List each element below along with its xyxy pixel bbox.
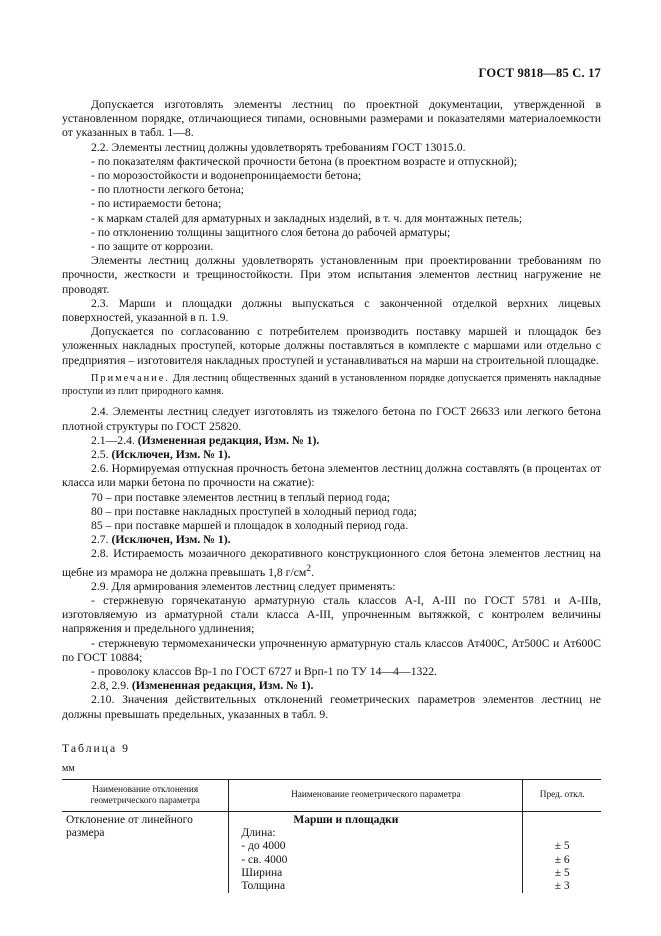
requirements-list [62, 155, 601, 254]
superscript: 2 [306, 562, 312, 574]
column-header: Наименование отклонения геометрического параметра [62, 780, 229, 812]
list-item: 85 – при поставке маршей и площадок в холодный период года. [91, 519, 409, 533]
limit-list [527, 827, 597, 893]
note [62, 373, 601, 399]
parameter-name: - до 4000 [241, 840, 286, 853]
column-header: Пред. откл. [523, 780, 601, 812]
deviation-name-cell: Отклонение от линейного размера [66, 814, 193, 840]
table-unit: мм [62, 763, 75, 775]
paragraph: - проволоку классов Вр-1 по ГОСТ 6727 и Врп-1 по ТУ 14—4—1322. [91, 665, 438, 678]
amendment-text: (Измененная редакция, Изм. № 1). [137, 433, 320, 447]
paragraph: Допускается изготовлять элементы лестниц по проектной документации, утвержденной в установленном порядке, отличающиеся типами, основными размерами и показателями материалоемкости от указанных в табл. 1—8. [62, 98, 601, 140]
parameter-name: - св. 4000 [241, 853, 288, 866]
paragraph: 2.9. Для армирования элементов лестниц следует применять: [91, 579, 396, 593]
table-label: Таблица 9 [62, 741, 130, 755]
paragraph: - стержневую горячекатаную арматурную сталь классов А-I, А-III по ГОСТ 5781 и А-IIIв, изготовляемую из арматурной стали класса А-III, упрочненным вытяжкой, с контролем величины напряжения и предельного удлинения; [62, 593, 601, 636]
list-item: - по плотности легкого бетона; [91, 183, 245, 197]
column-header: Наименование геометрического параметра [229, 780, 523, 812]
parameter-name: Длина: [241, 827, 276, 840]
clause-number: 2.1—2.4. [91, 433, 135, 447]
amendment-note [62, 679, 601, 693]
limit-value [527, 827, 597, 840]
paragraph: 2.2. Элементы лестниц должны удовлетворять требованиям ГОСТ 13015.0. [91, 140, 466, 154]
list-item: - по защите от коррозии. [91, 240, 214, 254]
limit-value: ± 6 [554, 853, 570, 866]
list-item: 80 – при поставке накладных проступей в холодный период года; [91, 504, 417, 518]
amendment-text: (Исключен, Изм. № 1). [111, 533, 231, 547]
parameter-cell [229, 812, 523, 894]
table-header-row [62, 780, 601, 812]
list-item: - по отклонению толщины защитного слоя бетона до рабочей арматуры; [91, 225, 451, 239]
list-item: - к маркам сталей для арматурных и закладных изделий, в т. ч. для монтажных петель; [91, 211, 523, 225]
document-body [62, 98, 601, 893]
clause-number: 2.7. [91, 533, 109, 547]
list-item: - по истираемости бетона; [91, 197, 222, 211]
limit-value: ± 3 [554, 880, 570, 893]
paragraph: - стержневую термомеханически упрочненную арматурную сталь классов Ат400С, Ат500С и Ат600С по ГОСТ 10884; [62, 636, 601, 664]
list-item: - по морозостойкости и водонепроницаемости бетона; [91, 169, 362, 183]
note-label: Примечание. [91, 372, 170, 384]
paragraph: 2.3. Марши и площадки должны выпускаться с законченной отделкой верхних лицевых поверхностей, указанной в п. 1.9. [62, 296, 601, 325]
clause-number: 2.8, 2.9. [91, 679, 129, 693]
paragraph [62, 547, 601, 579]
amendment-text: (Измененная редакция, Изм. № 1). [131, 679, 314, 693]
paragraph: 2.10. Значения действительных отклонений геометрических параметров элементов лестниц не должны превышать предельных, указанных в табл. 9. [62, 693, 601, 721]
page-header: ГОСТ 9818—85 С. 17 [478, 66, 601, 80]
parameter-name: Ширина [241, 866, 283, 879]
strength-list [62, 491, 601, 534]
amendment-note [62, 533, 601, 547]
limit-value: ± 5 [554, 866, 570, 879]
limit-value: ± 5 [554, 840, 570, 853]
list-item: - по показателям фактической прочности бетона (в проектном возрасте и отпускной); [91, 154, 517, 168]
parameter-list [233, 827, 518, 893]
list-item: 70 – при поставке элементов лестниц в теплый период года; [91, 490, 391, 504]
clause-number: 2.5. [91, 448, 109, 462]
tolerance-table [62, 779, 601, 893]
amendment-note [62, 448, 601, 462]
parameter-name: Толщина [241, 880, 286, 893]
paragraph-end: . [311, 565, 315, 579]
note-text: Для лестниц общественных зданий в установленном порядке допускается применять накладные проступи из плит природного камня. [62, 372, 601, 397]
paragraph: Допускается по согласованию с потребителем производить поставку маршей и площадок без уложенных накладных проступей, которые должны поставляться в комплекте с маршами или отдельно с предприятия – изготовителя накладных проступей и устанавливаться на марши на строительной площадке. [62, 325, 601, 367]
amendment-note [62, 434, 601, 448]
paragraph: 2.6. Нормируемая отпускная прочность бетона элементов лестниц должна составлять (в процентах от класса или марки бетона по прочности на сжатие): [62, 462, 601, 490]
paragraph: 2.4. Элементы лестниц следует изготовлять из тяжелого бетона по ГОСТ 26633 или легкого бетона плотной структуры по ГОСТ 25820. [62, 405, 601, 433]
group-title: Марши и площадки [293, 814, 399, 827]
amendment-text: (Исключен, Изм. № 1). [111, 448, 231, 462]
paragraph-text: 2.8. Истираемость мозаичного декоративного конструкционного слоя бетона элементов лестниц на щебне из мрамора не должна превышать 1,8 г/см [62, 547, 601, 579]
table-row [62, 812, 601, 894]
limit-cell [523, 812, 601, 894]
paragraph: Элементы лестниц должны удовлетворять установленным при проектировании требованиям по прочности, жесткости и трещиностойкости. При этом испытания элементов лестниц нагружение не проводят. [62, 254, 601, 296]
